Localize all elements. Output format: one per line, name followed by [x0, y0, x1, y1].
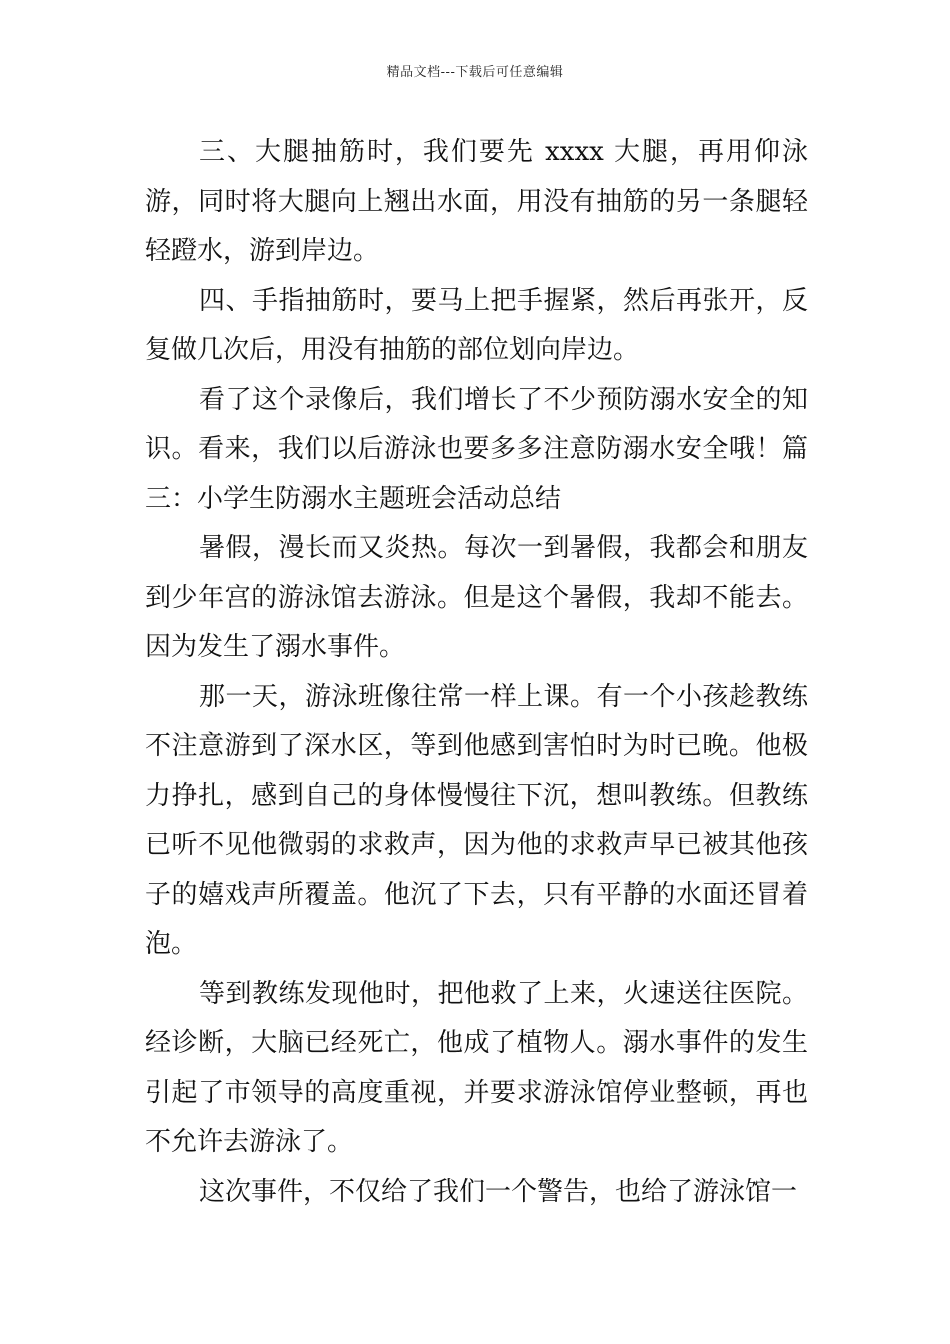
paragraph-summer-vacation: 暑假，漫长而又炎热。每次一到暑假，我都会和朋友到少年宫的游泳馆去游泳。但是这个暑假，我却不能去。因为发生了溺水事件。	[145, 533, 808, 662]
paragraph-warning: 这次事件，不仅给了我们一个警告，也给了游泳馆一	[199, 1176, 798, 1207]
paragraph-finger-cramp: 四、手指抽筋时，要马上把手握紧，然后再张开，反复做几次后，用没有抽筋的部位划向岸边。	[145, 285, 808, 365]
paragraph-rescue: 等到教练发现他时，把他救了上来，火速送往医院。经诊断，大脑已经死亡，他成了植物人。溺水事件的发生引起了市领导的高度重视，并要求游泳馆停业整顿，再也不允许去游泳了。	[145, 978, 808, 1157]
paragraph-thigh-cramp: 三、大腿抽筋时，我们要先 xxxx 大腿，再用仰泳游，同时将大腿向上翘出水面，用没有抽筋的另一条腿轻轻蹬水，游到岸边。	[145, 137, 808, 266]
paragraph-video-summary: 看了这个录像后，我们增长了不少预防溺水安全的知识。看来，我们以后游泳也要多多注意防溺水安全哦！篇三：小学生防溺水主题班会活动总结	[145, 384, 808, 514]
paragraph-drowning-incident: 那一天，游泳班像往常一样上课。有一个小孩趁教练不注意游到了深水区，等到他感到害怕时为时已晚。他极力挣扎，感到自己的身体慢慢往下沉，想叫教练。但教练已听不见他微弱的求救声，因为他的求救声早已被其他孩子的嬉戏声所覆盖。他沉了下去，只有平静的水面还冒着泡。	[145, 681, 808, 959]
document-body	[145, 128, 808, 1217]
page-header: 精品文档---下载后可任意编辑	[386, 65, 564, 80]
